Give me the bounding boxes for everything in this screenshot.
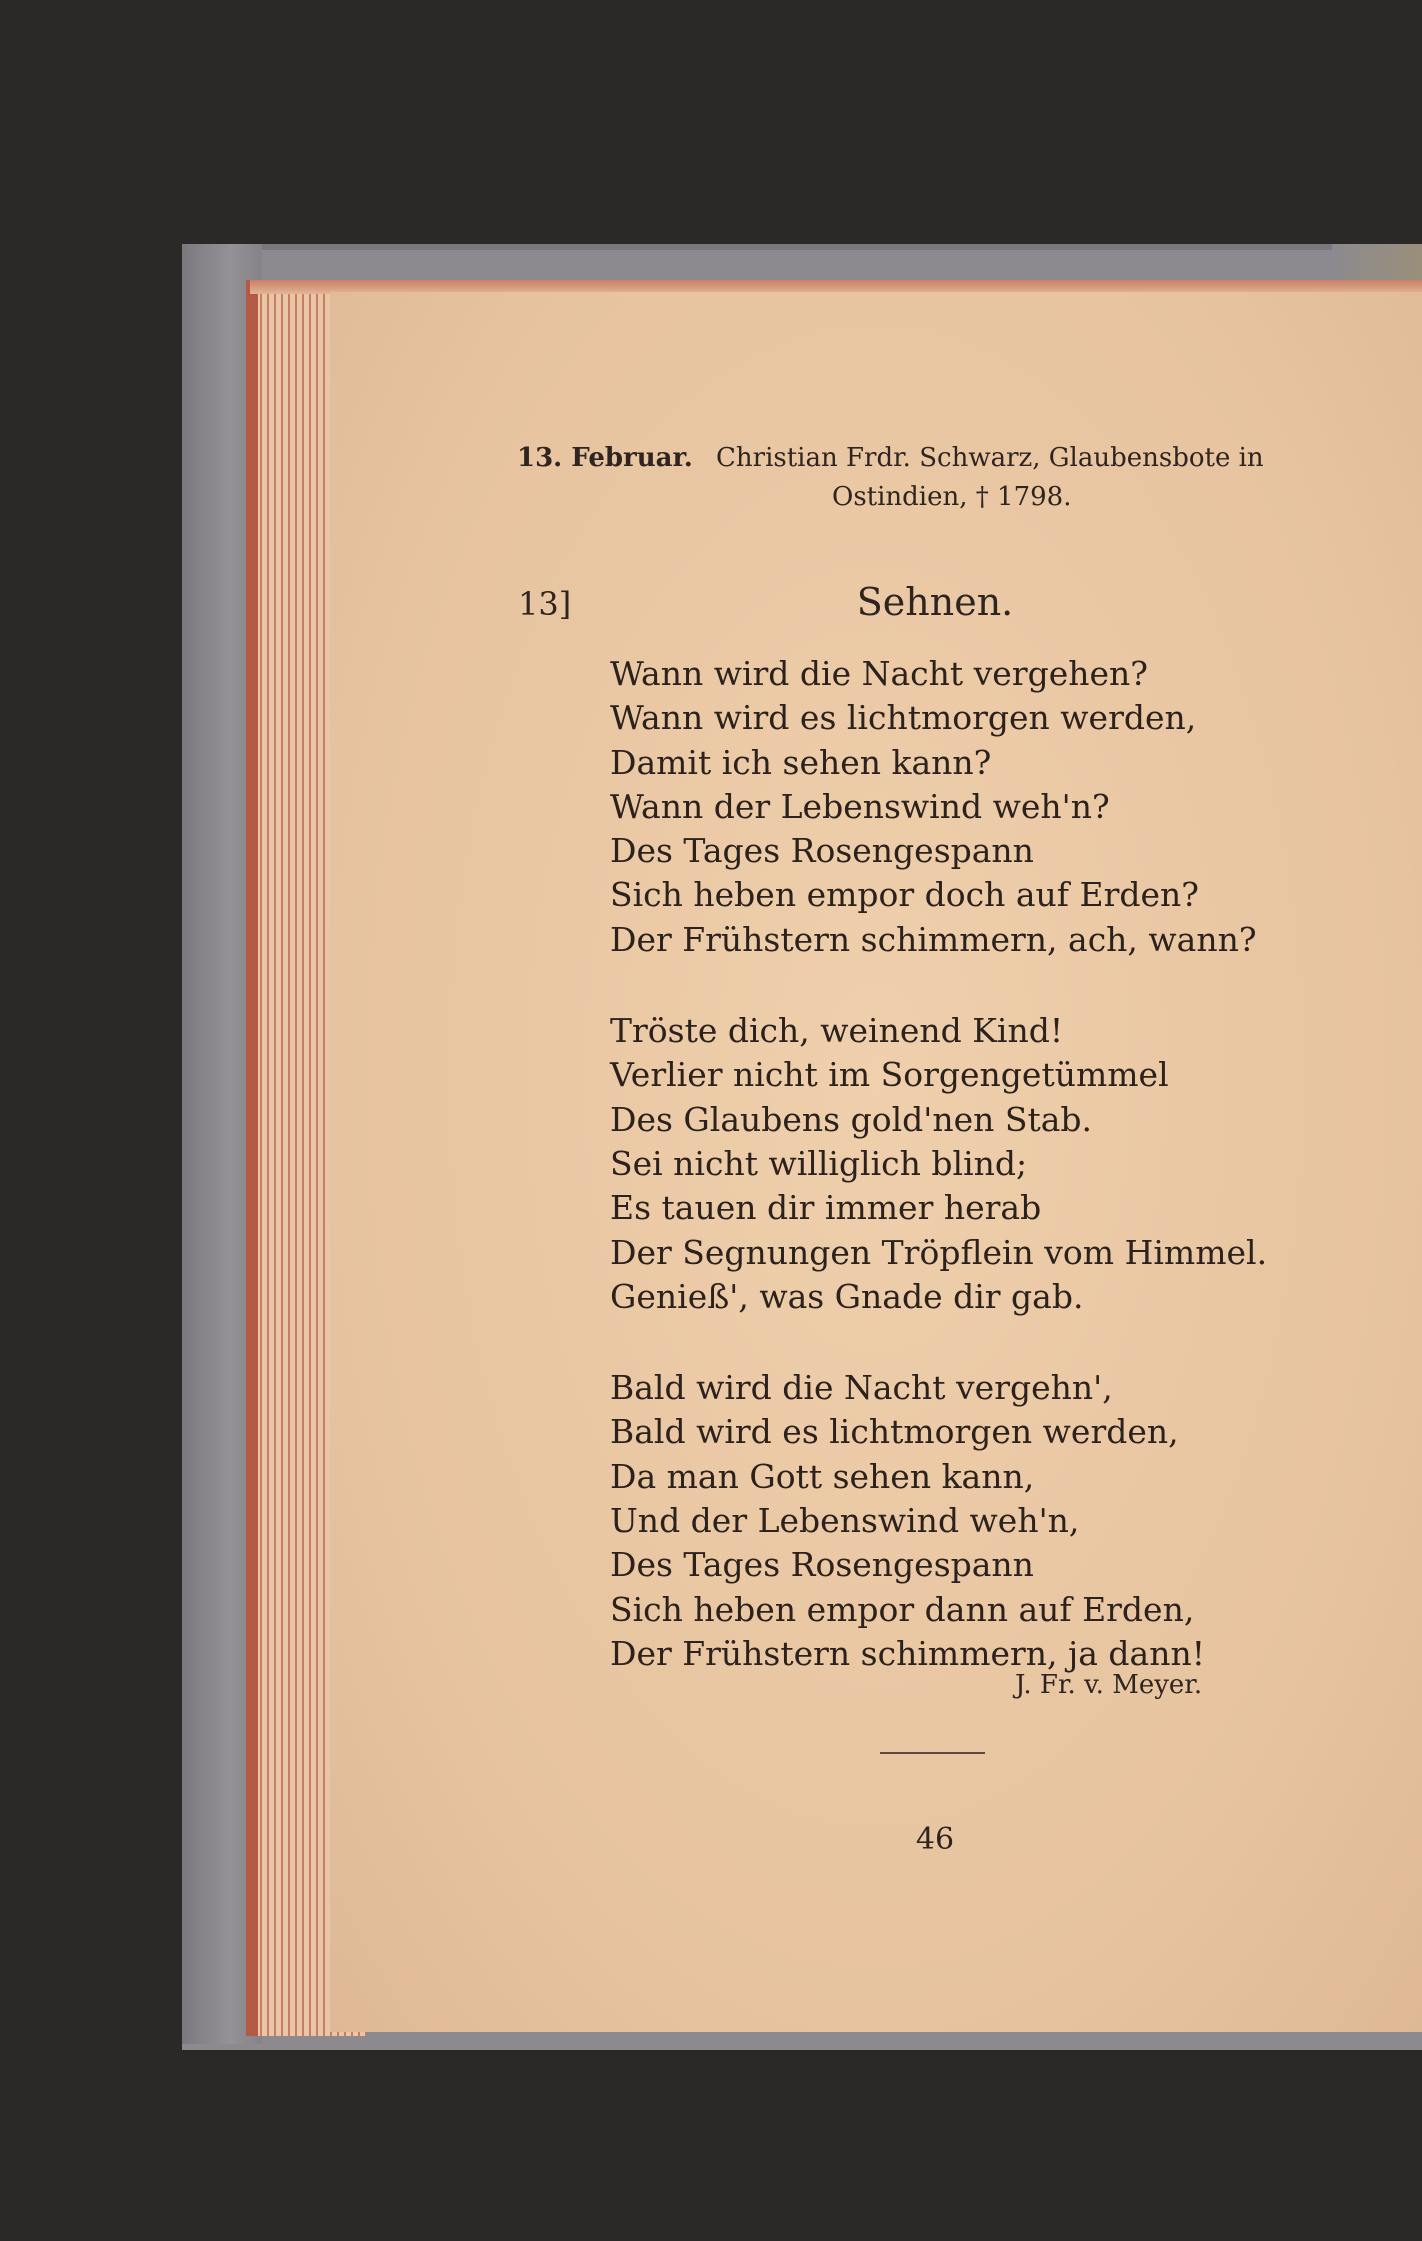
poem [610,652,1370,1723]
poem-line: Des Tages Rosengespann [610,831,1034,871]
poem-line: Bald wird es lichtmorgen werden, [610,1412,1179,1452]
poem-line: Sich heben empor dann auf Erden, [610,1589,1195,1629]
cover-wear [1332,244,1422,284]
poem-line: Des Glaubens gold'nen Stab. [610,1099,1093,1139]
poem-line: Damit ich sehen kann? [610,742,992,782]
header-person: Christian Frdr. Schwarz, Glaubensbote in [716,443,1264,473]
poem-line: Genieß', was Gnade dir gab. [610,1276,1084,1316]
poem-line: Des Tages Rosengespann [610,1545,1034,1585]
poem-line: Und der Lebenswind weh'n, [610,1501,1080,1541]
poem-line: Da man Gott sehen kann, [610,1456,1035,1496]
poem-line: Der Segnungen Tröpflein vom Himmel. [610,1232,1268,1272]
poem-line: Wann wird es lichtmorgen werden, [610,698,1197,738]
poem-line: Tröste dich, weinend Kind! [610,1011,1064,1051]
stanza-3 [610,1366,1370,1676]
poem-line: Es tauen dir immer herab [610,1188,1042,1228]
date-label: 13. Februar. [517,443,693,473]
poem-line: Bald wird die Nacht vergehn', [610,1368,1113,1408]
stanza-1 [610,652,1370,962]
header-place: Ostindien, † 1798. [832,482,1072,512]
stanza-2 [610,1009,1370,1319]
poem-line: Wann der Lebenswind weh'n? [610,786,1110,826]
poem-title: Sehnen. [856,580,1014,624]
red-page-edge [246,280,258,2036]
hymn-number: 13] [518,585,572,623]
poem-line: Wann wird die Nacht vergehen? [610,654,1148,693]
poem-line: Sei nicht williglich blind; [610,1143,1028,1183]
divider [880,1752,985,1754]
poem-line: Sich heben empor doch auf Erden? [610,875,1199,915]
poem-line: Der Frühstern schimmern, ja dann! [610,1633,1205,1673]
poem-line: Der Frühstern schimmern, ach, wann? [610,919,1257,959]
author-signature: J. Fr. v. Meyer. [1015,1670,1203,1700]
page-number: 46 [915,1822,955,1857]
poem-line: Verlier nicht im Sorgengetümmel [610,1055,1169,1095]
